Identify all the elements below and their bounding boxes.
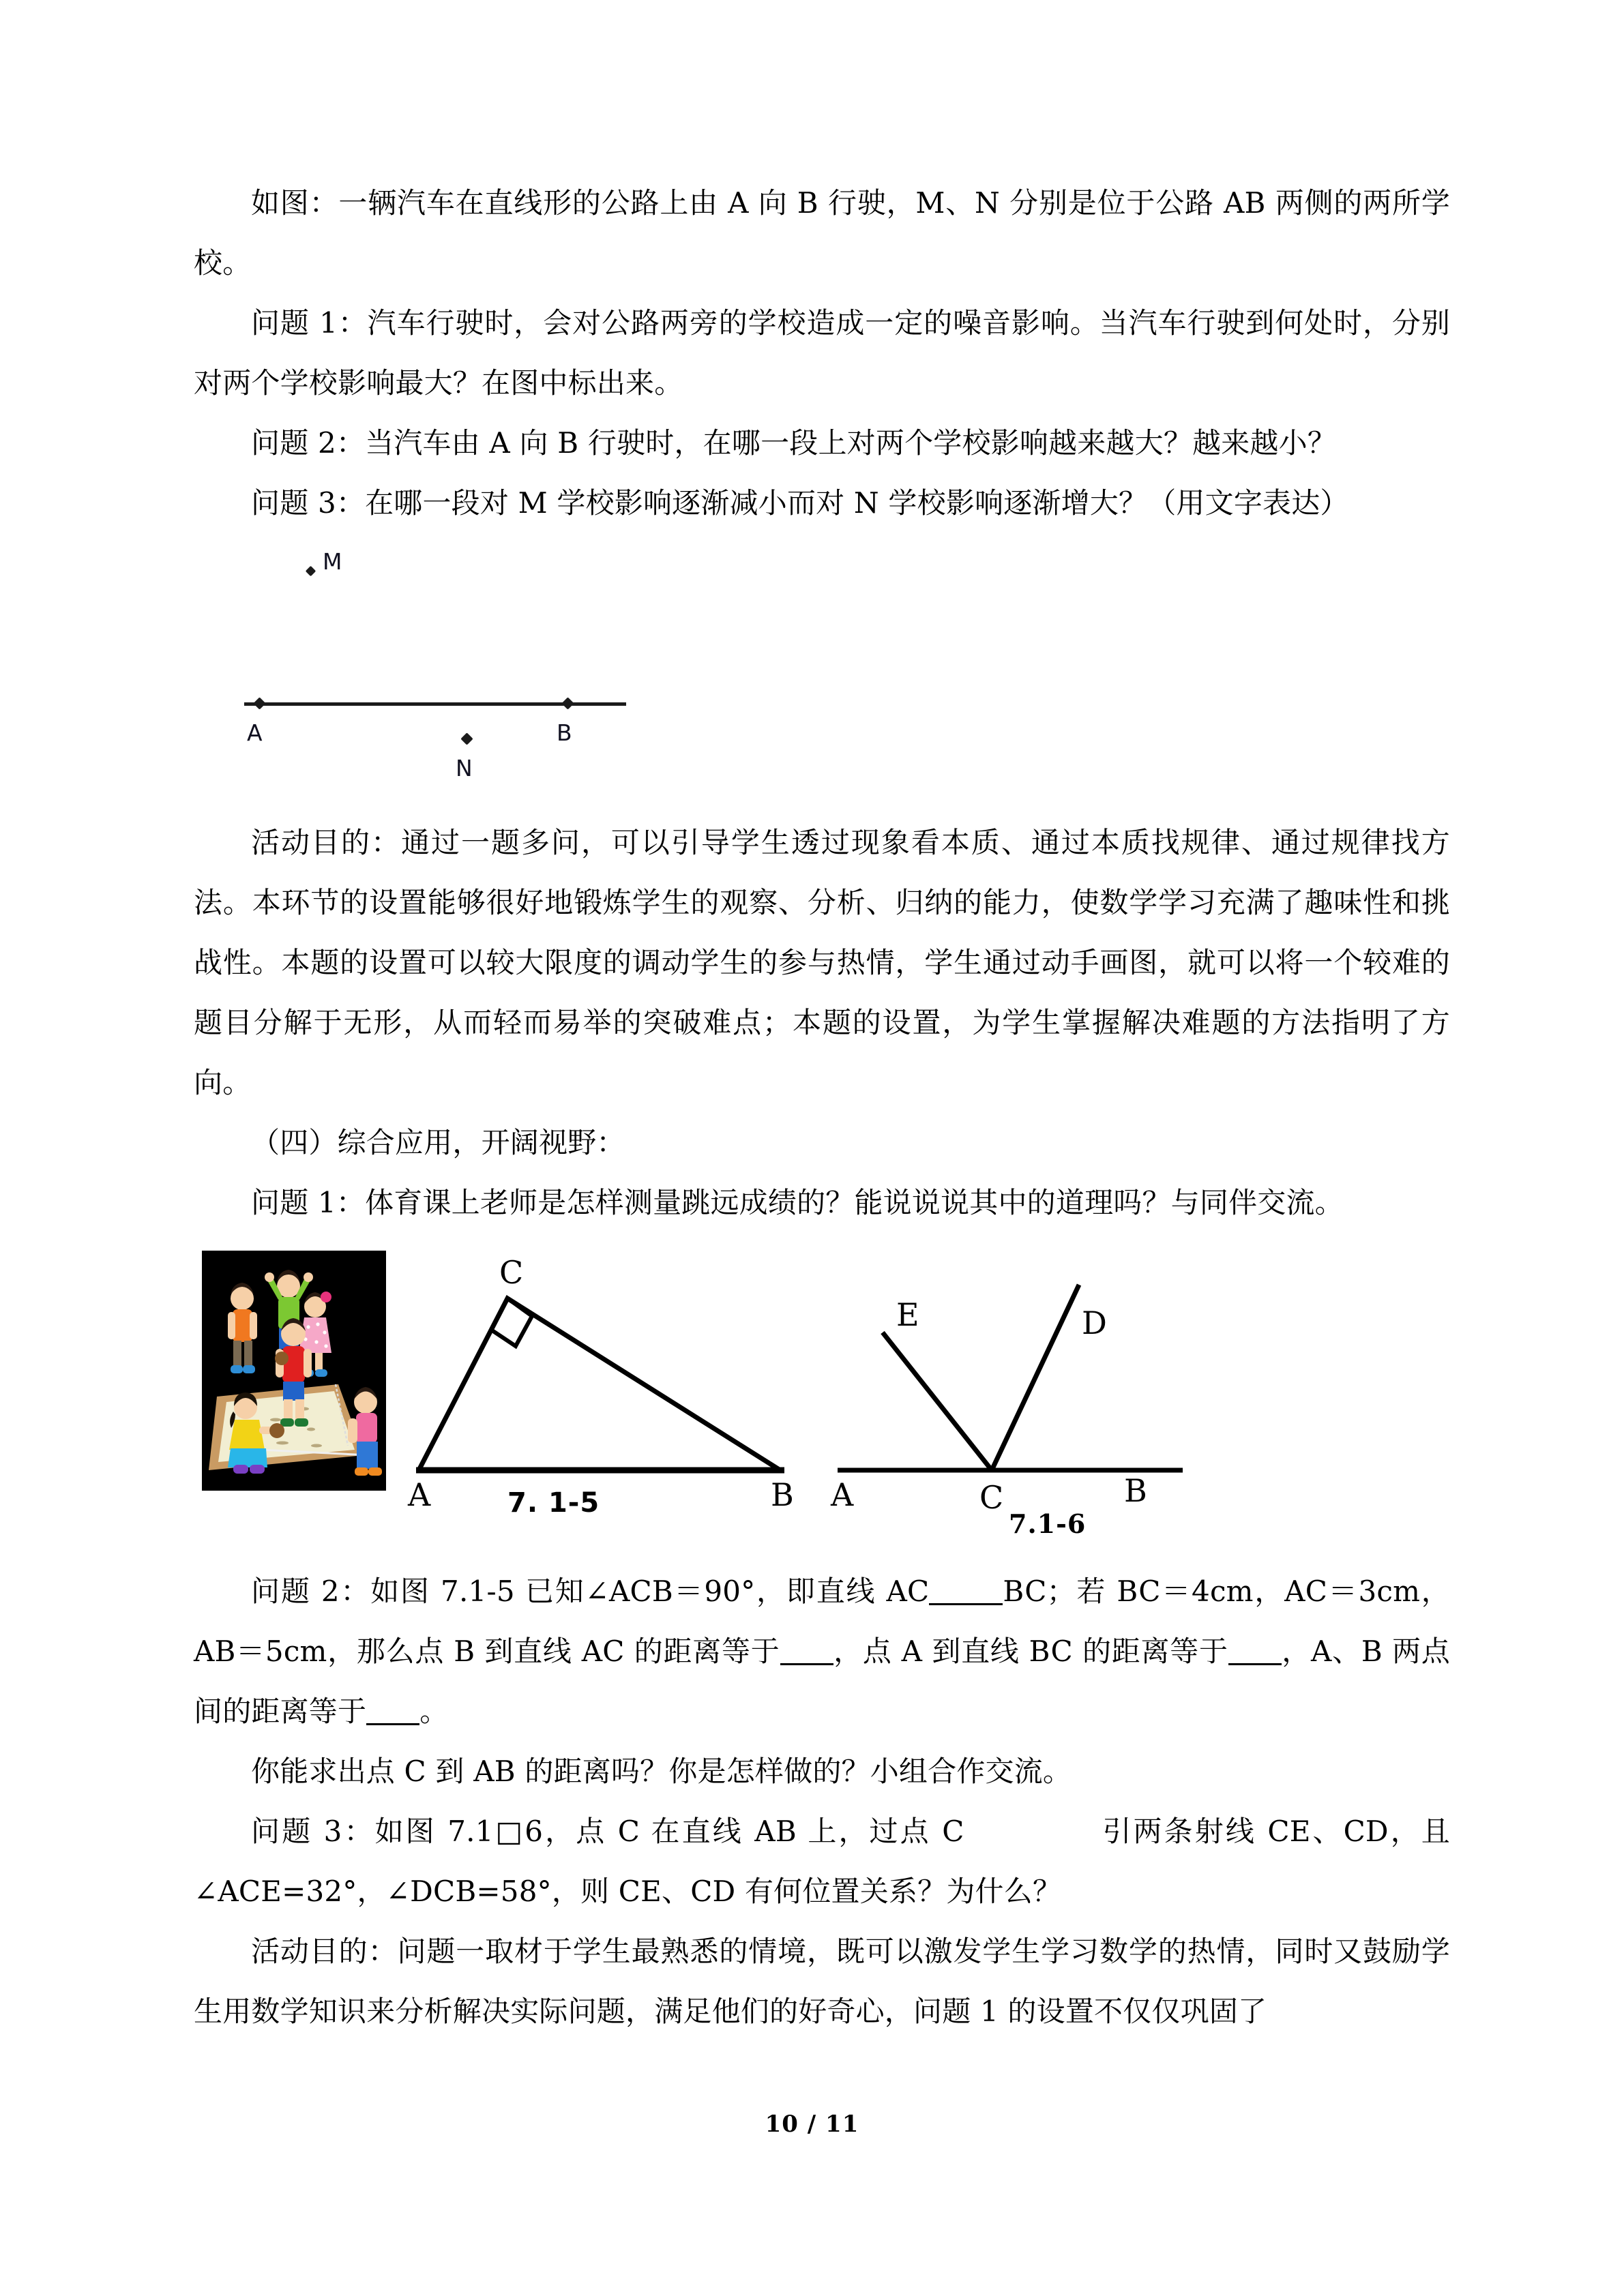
fill-blank-3[interactable] <box>1228 1663 1282 1665</box>
point-m-label: M <box>323 548 342 575</box>
fill-blank-1[interactable] <box>929 1603 1003 1605</box>
app-q2-text-4: ，A、B 两点间的距离等于 <box>194 1635 1450 1728</box>
top-margin-spacer <box>194 0 1450 173</box>
point-b-marker <box>561 697 574 709</box>
figure-road-ab-canvas <box>203 540 694 806</box>
figure-road-ab <box>194 533 1450 813</box>
point-b-label: B <box>557 719 572 746</box>
vertex-b-label-715: B <box>771 1476 794 1513</box>
point-a-label: A <box>247 719 263 746</box>
point-n-marker <box>460 732 473 745</box>
fill-blank-4[interactable] <box>366 1723 419 1725</box>
app-q2-text-1: 问题 2：如图 7.1-5 已知∠ACB＝90°，即直线 AC <box>251 1575 930 1608</box>
vertex-a-label-715: A <box>408 1476 431 1513</box>
paragraph-app-question-3 <box>194 1802 1450 1922</box>
paragraph-app-question-1: 问题 1：体育课上老师是怎样测量跳远成绩的？能说说说其中的道理吗？与同伴交流。 <box>251 1186 1344 1219</box>
app-q2-text-5: 。 <box>419 1695 449 1728</box>
page-number-footer: 10 / 11 <box>765 2111 859 2138</box>
app-q2-text-3: ，点 A 到直线 BC 的距离等于 <box>833 1635 1228 1668</box>
paragraph-question-1: 问题 1：汽车行驶时，会对公路两旁的学校造成一定的噪音影响。当汽车行驶到何处时，分别对两个学校影响最大？在图中标出来。 <box>194 306 1450 400</box>
long-jump-illustration <box>202 1251 386 1491</box>
paragraph-purpose-2: 活动目的：问题一取材于学生最熟悉的情境，既可以激发学生学习数学的热情，同时又鼓励学生用数学知识来分析解决实际问题，满足他们的好奇心，问题 1 的设置不仅仅巩固了 <box>194 1935 1450 2028</box>
fill-blank-2[interactable] <box>780 1663 833 1665</box>
vertex-b-label-716: B <box>1124 1472 1147 1509</box>
paragraph-purpose-1: 活动目的：通过一题多问，可以引导学生透过现象看本质、通过本质找规律、通过规律找方法。本环节的设置能够很好地锻炼学生的观察、分析、归纳的能力，使数学学习充满了趣味性和挑战性。本题的设置可以较大限度的调动学生的参与热情，学生通过动手画图，就可以将一个较难的题目分解于无形，从而轻而易举的突破难点；本题的设置，为学生掌握解决难题的方法指明了方向。 <box>194 826 1450 1099</box>
figure-7-1-5 <box>398 1245 821 1518</box>
vertex-a-label-716: A <box>831 1476 854 1513</box>
vertex-c-label-715: C <box>499 1254 524 1291</box>
figure-7-1-6 <box>828 1245 1210 1518</box>
paragraph-app-question-2-followup: 你能求出点 C 到 AB 的距离吗？你是怎样做的？小组合作交流。 <box>251 1755 1072 1788</box>
vertex-c-label-716: C <box>979 1479 1004 1516</box>
heading-section-four: （四）综合应用，开阔视野： <box>251 1126 625 1159</box>
figure-caption-7-1-6: 7.1-6 <box>1009 1508 1087 1539</box>
figure-row <box>194 1245 1450 1539</box>
app-q3-text-2: 引两条射线 CE、CD，且∠ACE=32°，∠DCB=58°，则 CE、CD 有何位置关系？为什么？ <box>194 1815 1450 1908</box>
long-jump-photo <box>202 1251 386 1491</box>
app-q2-text-2: BC；若 BC＝4cm，AC＝3cm，AB＝5cm，那么点 B 到直线 AC 的距离等于 <box>194 1575 1450 1668</box>
paragraph-question-2: 问题 2：当汽车由 A 向 B 行驶时，在哪一段上对两个学校影响越来越大？越来越小？ <box>251 426 1337 460</box>
point-n-label: N <box>456 755 473 781</box>
paragraph-question-3: 问题 3：在哪一段对 M 学校影响逐渐减小而对 N 学校影响逐渐增大？（用文字表达） <box>251 486 1349 520</box>
ray-d-label-716: D <box>1082 1304 1107 1341</box>
after-figure-spacer <box>194 1532 1450 1562</box>
ray-e-label-716: E <box>896 1296 919 1333</box>
figure-caption-7-1-5: 7. 1-5 <box>507 1487 600 1519</box>
point-m-marker <box>306 566 316 577</box>
app-q3-text-1: 问题 3：如图 7.1□6，点 C 在直线 AB 上，过点 C <box>251 1815 964 1848</box>
paragraph-app-question-2 <box>194 1562 1450 1742</box>
figure-row-spacer <box>194 1233 1450 1245</box>
point-a-marker <box>253 697 265 709</box>
paragraph-intro: 如图：一辆汽车在直线形的公路上由 A 向 B 行驶，M、N 分别是位于公路 AB 两侧的两所学校。 <box>194 186 1450 280</box>
page-content <box>194 0 1450 2042</box>
